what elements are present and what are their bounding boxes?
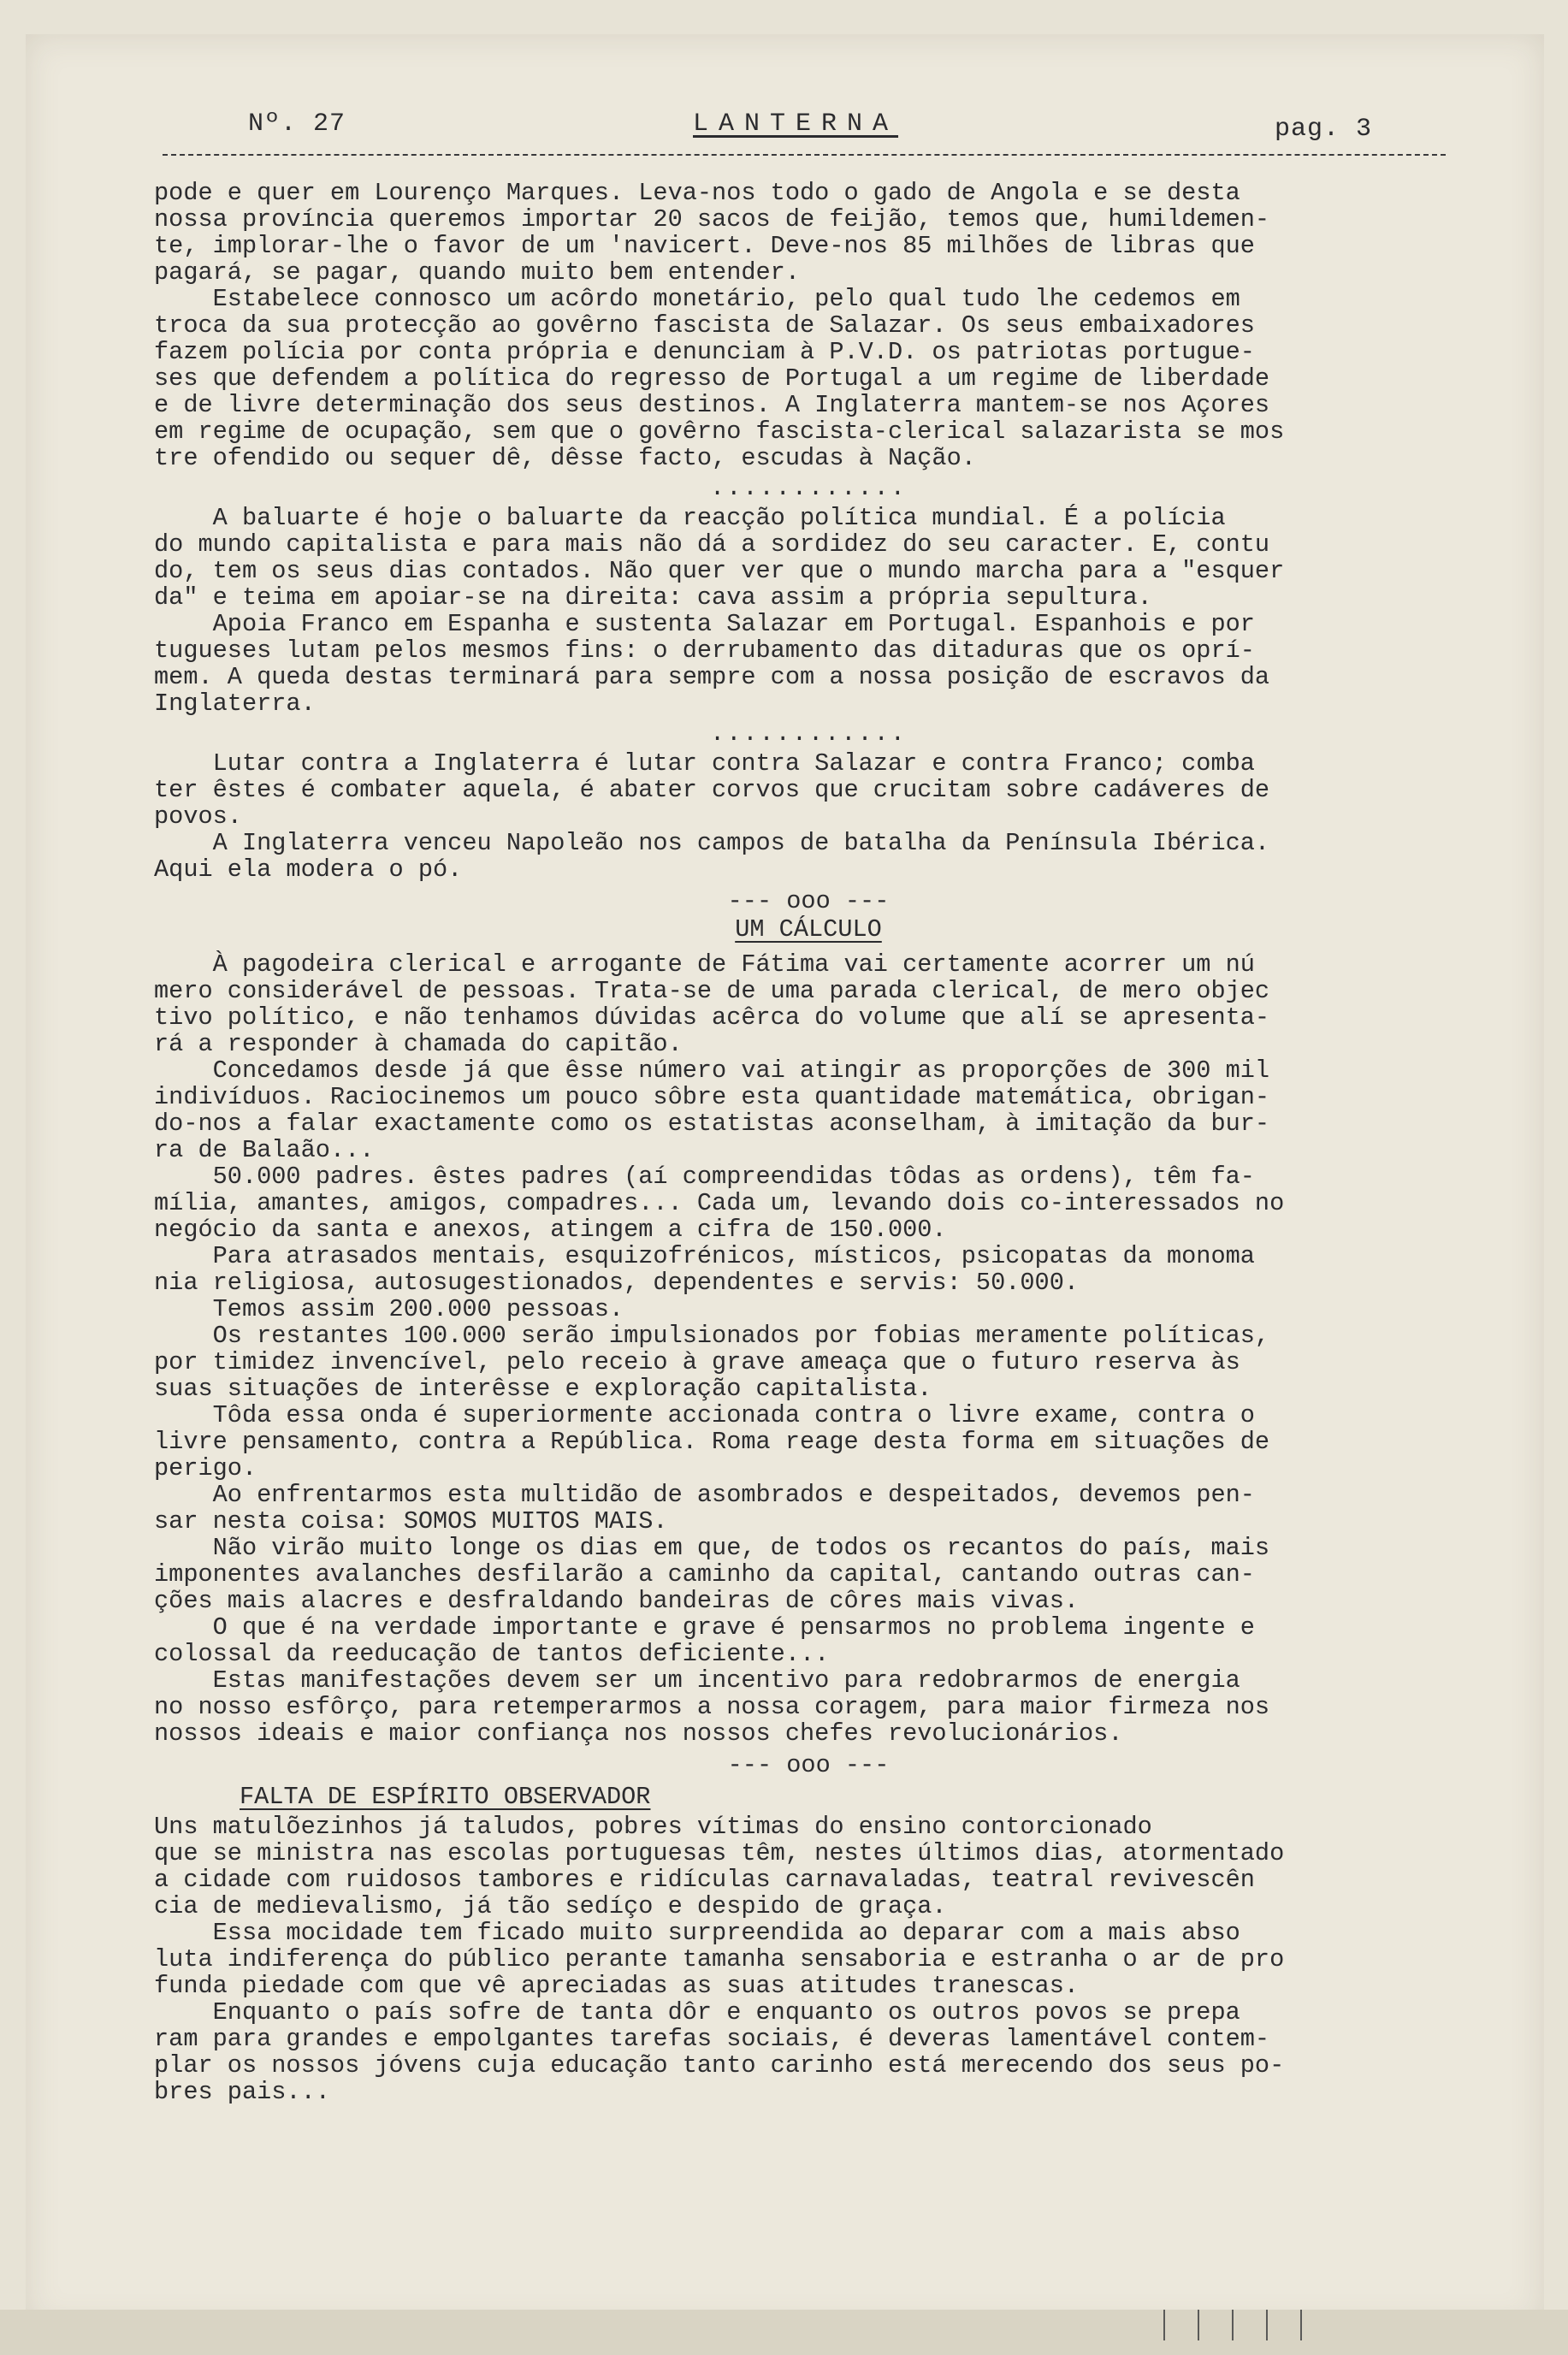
- scale-tick: [1300, 2310, 1302, 2340]
- paragraph: Uns matulõezinhos já taludos, pobres vítimas do ensino contorcionado que se ministra nas escolas portuguesas têm, nestes últimos dias, atormentado a cidade com ruidosos tambores e ridículas carnavaladas, teatral revivescên cia de medievalismo, já tão sedíço e despido de graça.: [154, 1813, 1285, 1920]
- section-separator: --- ooo ---: [727, 1751, 890, 1779]
- header-divider: [163, 154, 1446, 156]
- paragraph: Os restantes 100.000 serão impulsionados por fobias meramente políticas, por timidez invencível, pelo receio à grave ameaça que o futuro reserva às suas situações de interêsse e exploração capitalista.: [154, 1322, 1270, 1403]
- paragraph: Estabelece connosco um acôrdo monetário, pelo qual tudo lhe cedemos em troca da sua protecção ao govêrno fascista de Salazar. Os seus embaixadores fazem polícia por conta própria e denunciam à P.V.D. os patriotas portugue- ses que defendem a política do regresso de Portugal a um regime de liberdade e de livre determinação dos seus destinos. A Inglaterra mantem-se nos Açores em regime de ocupação, sem que o govêrno fascista-clerical salazarista se mos tre ofendido ou sequer dê, dêsse facto, escudas à Nação.: [154, 285, 1285, 472]
- dotted-separator: ............: [710, 719, 907, 748]
- article-body: [154, 180, 1463, 2105]
- paragraph: A Inglaterra venceu Napoleão nos campos de batalha da Península Ibérica. Aqui ela modera o pó.: [154, 829, 1270, 884]
- section-title: [240, 1784, 1463, 1810]
- page-header: [163, 103, 1446, 154]
- paragraph: Enquanto o país sofre de tanta dôr e enquanto os outros povos se prepa ram para grandes e empolgantes tarefas sociais, é deveras lamentável contem- plar os nossos jóvens cuja educação tanto carinho está merecendo dos seus po- bres pais...: [154, 1998, 1285, 2106]
- paragraph: Lutar contra a Inglaterra é lutar contra Salazar e contra Franco; comba ter êstes é combater aquela, é abater corvos que crucitam sobre cadáveres de povos.: [154, 749, 1270, 831]
- paragraph: Tôda essa onda é superiormente accionada contra o livre exame, contra o livre pensamento, contra a República. Roma reage desta forma em situações de perigo.: [154, 1401, 1270, 1482]
- paragraph: Concedamos desde já que êsse número vai atingir as proporções de 300 mil indivíduos. Raciocinemos um pouco sôbre esta quantidade matemática, obrigan- do-nos a falar exactamente como os estatistas aconselham, à imitação da bur- ra de Balaão...: [154, 1056, 1270, 1164]
- paragraph: Estas manifestações devem ser um incentivo para redobrarmos de energia no nosso esfôrço, para retemperarmos a nossa coragem, para maior firmeza nos nossos ideais e maior confiança nos nossos chefes revolucionários.: [154, 1666, 1270, 1748]
- paragraph: À pagodeira clerical e arrogante de Fátima vai certamente acorrer um nú mero considerável de pessoas. Trata-se de uma parada clerical, de mero objec tivo político, e não tenhamos dúvidas acêrca do volume que alí se apresenta- rá a responder à chamada do capitão.: [154, 950, 1270, 1058]
- paragraph: Apoia Franco em Espanha e sustenta Salazar em Portugal. Espanhois e por tugueses lutam pelos mesmos fins: o derrubamento das ditaduras que os oprí- mem. A queda destas terminará para sempre com a nossa posição de escravos da Inglaterra.: [154, 610, 1270, 718]
- scale-tick: [1198, 2310, 1199, 2340]
- paragraph: 50.000 padres. êstes padres (aí compreendidas tôdas as ordens), têm fa- mília, amantes, amigos, compadres... Cada um, levando dois co-interessados no negócio da santa e anexos, atingem a cifra de 150.000.: [154, 1163, 1285, 1244]
- scale-tick: [1232, 2310, 1234, 2340]
- issue-number: Nº. 27: [248, 109, 346, 139]
- scale-tick: [1163, 2310, 1165, 2340]
- page-number: pag. 3: [1275, 115, 1373, 144]
- section-separator: --- ooo ---: [727, 887, 890, 915]
- paragraph: A baluarte é hoje o baluarte da reacção política mundial. É a polícia do mundo capitalista e para mais não dá a sordidez do seu caracter. E, contu do, tem os seus dias contados. Não quer ver que o mundo marcha para a "esquer da" e teima em apoiar-se na direita: cava assim a própria sepultura.: [154, 504, 1285, 612]
- paragraph: Para atrasados mentais, esquizofrénicos, místicos, psicopatas da monoma nia religiosa, autosugestionados, dependentes e servis: 50.000.: [154, 1242, 1255, 1297]
- paragraph: Temos assim 200.000 pessoas.: [154, 1295, 624, 1323]
- paragraph: O que é na verdade importante e grave é pensarmos no problema ingente e colossal da reeducação de tantos deficiente...: [154, 1613, 1255, 1668]
- paragraph: Ao enfrentarmos esta multidão de asombrados e despeitados, devemos pen- sar nesta coisa: SOMOS MUITOS MAIS.: [154, 1481, 1255, 1535]
- section-title: [154, 916, 1463, 943]
- paragraph: Não virão muito longe os dias em que, de todos os recantos do país, mais imponentes avalanches desfilarão a caminho da capital, cantando outras can- ções mais alacres e desfraldando bandeiras de côres mais vivas.: [154, 1534, 1270, 1615]
- newspaper-title: LANTERNA: [693, 109, 899, 139]
- section-title-text: FALTA DE ESPÍRITO OBSERVADOR: [240, 1783, 651, 1811]
- scan-bottom-edge: [0, 2310, 1568, 2355]
- dotted-separator: ............: [710, 474, 907, 502]
- paragraph: pode e quer em Lourenço Marques. Leva-nos todo o gado de Angola e se desta nossa província queremos importar 20 sacos de feijão, temos que, humildemen- te, implorar-lhe o favor de um 'navicert. Deve-nos 85 milhões de libras que pagará, se pagar, quando muito bem entender.: [154, 179, 1270, 287]
- section-title-text: UM CÁLCULO: [735, 915, 882, 944]
- scale-tick: [1266, 2310, 1268, 2340]
- paragraph: Essa mocidade tem ficado muito surpreendida ao deparar com a mais abso luta indiferença do público perante tamanha sensaboria e estranha o ar de pro funda piedade com que vê apreciadas as suas atitudes tranescas.: [154, 1919, 1285, 2000]
